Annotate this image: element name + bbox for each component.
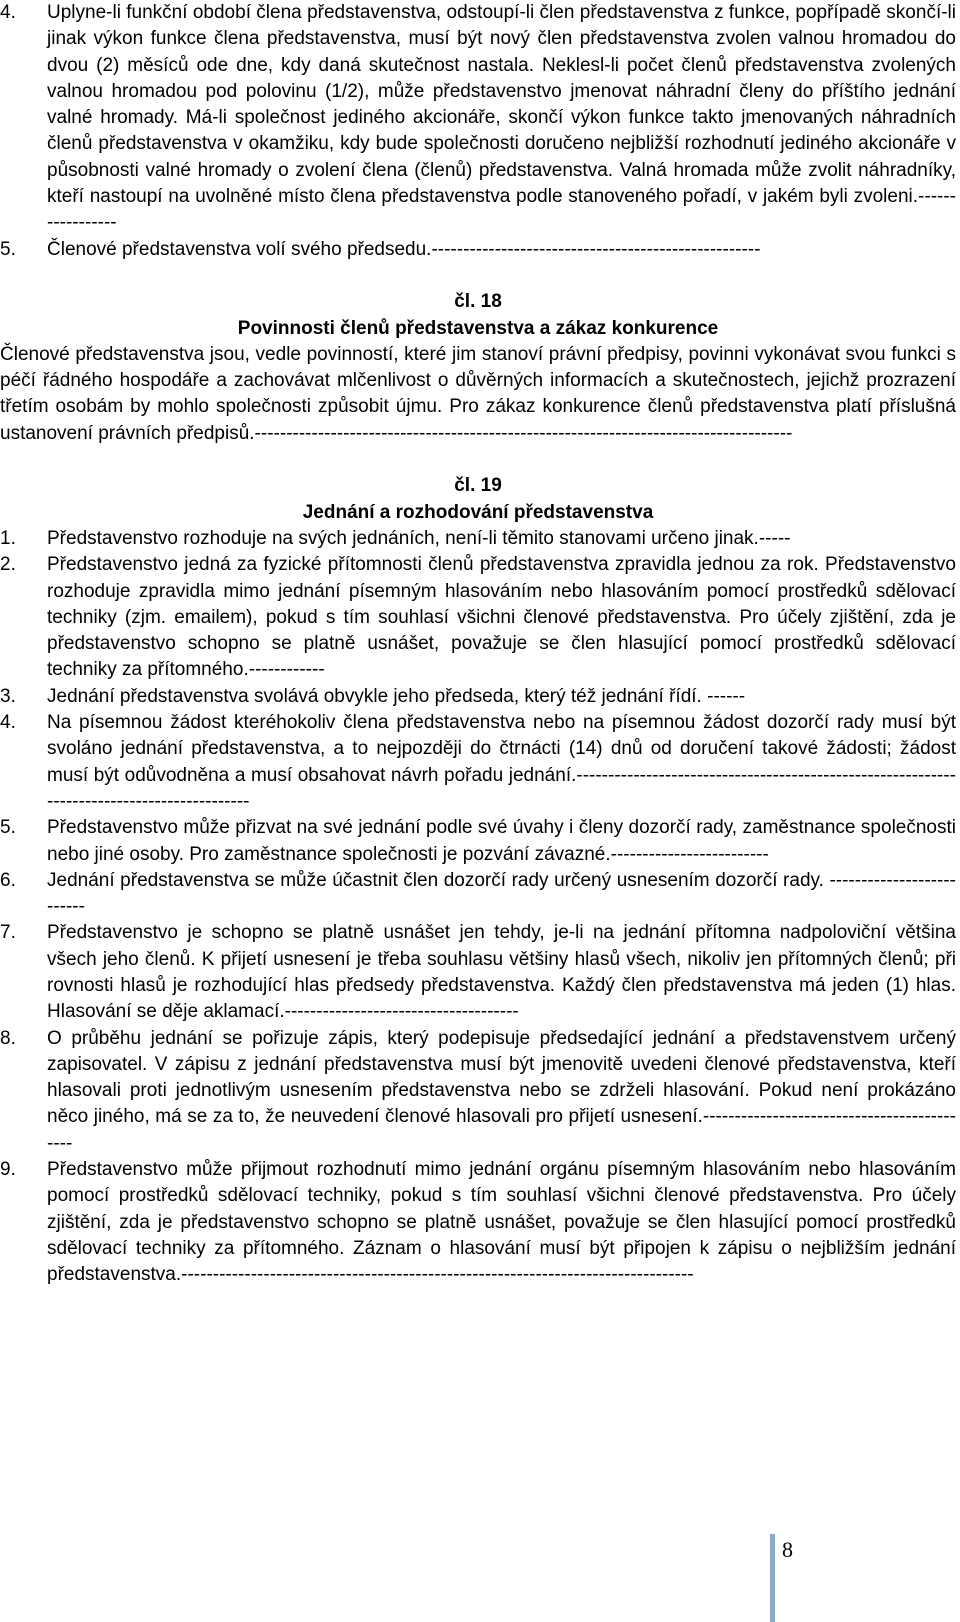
- list-item: [0, 237, 956, 263]
- article-18-number: čl. 18: [454, 291, 502, 313]
- item-number: 7.: [0, 922, 16, 944]
- item-text: Členové představenstva volí svého předsedu.----------------------------------------------------: [47, 238, 761, 260]
- article-19-title: Jednání a rozhodování představenstva: [302, 501, 654, 523]
- item-text: O průběhu jednání se pořizuje zápis, který podepisuje předsedající jednání a představenstvem určený zapisovatel. V zápisu z jednání představenstva musí být jmenovitě uvedeni členové představenstva, kteří hlasovali proti jednotlivým usnesením představenstva nebo se zdrželi hlasování. Pokud není prokázáno něco jiného, má se za to, že neuvedení členové hlasovali pro přijetí usnesení.--------------------------------------------: [47, 1027, 956, 1154]
- item-number: 1.: [0, 527, 16, 549]
- item-text: Představenstvo může přizvat na své jednání podle své úvahy i členy dozorčí rady, zaměstnance společnosti nebo jiné osoby. Pro zaměstnance společnosti je pozvání závazné.-------------------------: [47, 817, 956, 865]
- item-number: 9.: [0, 1159, 16, 1181]
- article-19-number: čl. 19: [454, 475, 502, 497]
- item-number: 3.: [0, 685, 16, 707]
- item-number: 4.: [0, 2, 16, 23]
- list-item: [0, 0, 956, 237]
- list-item: [0, 526, 956, 552]
- spacer: [0, 447, 956, 473]
- article-18-title: Povinnosti členů představenstva a zákaz konkurence: [237, 317, 719, 339]
- item-number: 4.: [0, 712, 16, 734]
- list-item: [0, 920, 956, 1025]
- item-number: 5.: [0, 238, 16, 260]
- list-item: [0, 868, 956, 921]
- list-item: [0, 815, 956, 868]
- footer-divider-bar: [770, 1534, 775, 1622]
- item-text: Uplyne-li funkční období člena představenstva, odstoupí-li člen představenstva z funkce, popřípadě skončí-li jinak výkon funkce člena představenstva, musí být nový člen představenstva zvolen valnou hromadou do dvou (2) měsíců ode dne, kdy daná skutečnost nastala. Neklesl-li počet členů představenstva zvolených valnou hromadou pod polovinu (1/2), může představenstvo jmenovat náhradní členy do příštího jednání valné hromady. Má-li společnost jediného akcionáře, skončí výkon funkce takto jmenovaných náhradních členů představenstva v okamžiku, kdy bude společnosti doručeno nejbližší rozhodnutí jediného akcionáře v působnosti valné hromady o zvolení člena (členů) představenstva. Valná hromada může zvolit náhradníky, kteří nastoupí na uvolněné místo člena představenstva podle stanoveného pořadí, v jakém byli zvoleni.-----------------: [47, 2, 956, 234]
- list-item: [0, 1157, 956, 1288]
- item-text: Na písemnou žádost kteréhokoliv člena představenstva nebo na písemnou žádost dozorčí rady musí být svoláno jednání představenstva, a to nejpozději do čtrnácti (14) dnů od doručení takové žádosti; žádost musí být odůvodněna a musí obsahovat návrh pořadu jednání.--------------------------------------------------------------------------------------------: [47, 712, 956, 812]
- item-text: Jednání představenstva se může účastnit člen dozorčí rady určený usnesením dozorčí rady. --------------------------: [47, 869, 956, 918]
- item-number: 5.: [0, 817, 16, 839]
- item-text: Představenstvo je schopno se platně usnášet jen tehdy, je-li na jednání přítomna nadpoloviční většina všech jeho členů. K přijetí usnesení je třeba souhlasu většiny hlasů všech, nikoliv jen přítomných členů; při rovnosti hlasů je rozhodující hlas předsedy představenstva. Každý člen představenstva má jeden (1) hlas. Hlasování se děje aklamací.-------------------------------------: [47, 922, 956, 1023]
- item-number: 6.: [0, 869, 16, 891]
- page-number: 8: [782, 1537, 793, 1562]
- item-text: Jednání představenstva svolává obvykle jeho předseda, který též jednání řídí. ------: [47, 685, 746, 707]
- spacer: [0, 263, 956, 289]
- item-text: Představenstvo může přijmout rozhodnutí mimo jednání orgánu písemným hlasováním nebo hlasováním pomocí prostředků sdělovací techniky, pokud s tím souhlasí všichni členové představenstva. Pro účely zjištění, zda je představenstvo schopno se platně usnášet, považuje se člen hlasující pomocí prostředků sdělovací techniky za přítomného. Záznam o hlasování musí být připojen k zápisu o nejbližším jednání představenstva.---------------------------------------------------------------------------------: [47, 1159, 956, 1286]
- item-text: Představenstvo jedná za fyzické přítomnosti členů představenstva zpravidla jednou za rok. Představenstvo rozhoduje zpravidla mimo jednání písemným hlasováním nebo hlasováním pomocí prostředků sdělovací techniky (zjm. emailem), pokud s tím souhlasí všichni členové představenstva. Pro účely zjištění, zda je představenstvo schopno se platně usnášet, považuje se člen hlasující pomocí prostředků sdělovací techniky za přítomného.------------: [47, 554, 956, 681]
- list-item: [0, 1026, 956, 1157]
- list-item: [0, 552, 956, 683]
- item-number: 8.: [0, 1027, 16, 1049]
- item-text: Představenstvo rozhoduje na svých jednáních, není-li těmito stanovami určeno jinak.-----: [47, 527, 791, 549]
- article-18-body: Členové představenstva jsou, vedle povinností, které jim stanoví právní předpisy, povinni vykonávat svou funkci s péčí řádného hospodáře a zachovávat mlčenlivost o důvěrných informacích a skutečnostech, jejichž prozrazení třetím osobám by mohlo společnosti způsobit újmu. Pro zákaz konkurence členů představenstva platí příslušná ustanovení právních předpisů.-------------------------------------------------------------------------------------: [0, 343, 956, 444]
- item-number: 2.: [0, 554, 16, 576]
- list-item: [0, 710, 956, 815]
- list-item: [0, 684, 956, 710]
